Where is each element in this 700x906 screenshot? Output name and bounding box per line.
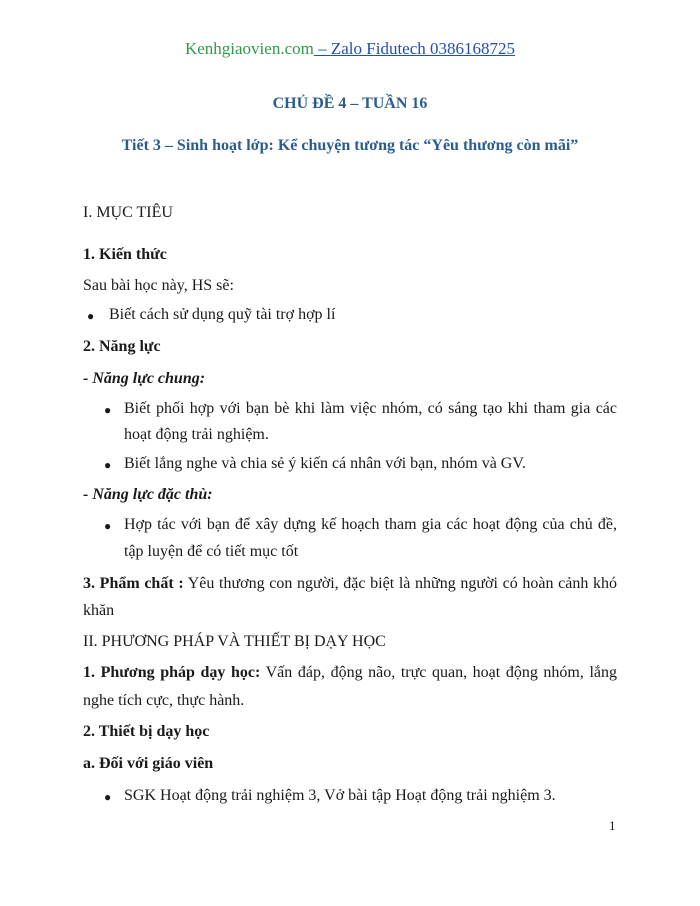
specific-bullet-1-line-1: Hợp tác với bạn để xây dựng kế hoạch tham gia các hoạt động của chủ đề, (124, 516, 617, 533)
general-bullet-1-line-2: hoạt động trải nghiệm. (124, 426, 269, 443)
quality-line-2: khăn (83, 602, 115, 619)
method-line-2: nghe tích cực, thực hành. (83, 692, 245, 709)
method-line-1 (83, 664, 617, 682)
teacher-equipment-heading: a. Đối với giáo viên (83, 755, 214, 772)
specific-bullet-1-line-2: tập luyện để có tiết mục tốt (124, 543, 299, 560)
quality-text: Yêu thương con người, đặc biệt là những người có hoàn cảnh khó (183, 575, 618, 592)
page-number: 1 (609, 818, 616, 833)
bullet-icon: ● (104, 458, 112, 472)
knowledge-intro: Sau bài học này, HS sẽ: (83, 277, 234, 294)
specific-competence-label: - Năng lực đặc thù: (83, 486, 213, 503)
knowledge-bullet-1: Biết cách sử dụng quỹ tài trợ hợp lí (109, 306, 336, 323)
method-text: Vấn đáp, động não, trực quan, hoạt động nhóm, lắng (260, 664, 618, 681)
general-bullet-2: Biết lắng nghe và chia sẻ ý kiến cá nhân với bạn, nhóm và GV. (124, 455, 526, 472)
general-competence-label: - Năng lực chung: (83, 370, 206, 387)
topic-title: CHỦ ĐỀ 4 – TUẦN 16 (272, 95, 428, 112)
header-separator: – (313, 39, 331, 58)
section-objectives-heading: I. MỤC TIÊU (83, 204, 173, 221)
header-site[interactable]: Kenhgiaovien.com (184, 39, 314, 58)
equipment-heading: 2. Thiết bị dạy học (83, 723, 210, 740)
bullet-icon: ● (104, 790, 112, 804)
section-methods-heading: II. PHƯƠNG PHÁP VÀ THIẾT BỊ DẠY HỌC (83, 633, 386, 650)
bullet-icon: ● (104, 519, 112, 533)
lesson-title: Tiết 3 – Sinh hoạt lớp: Kể chuyện tương tác “Yêu thương còn mãi” (121, 137, 579, 154)
bullet-icon: ● (104, 403, 112, 417)
bullet-icon: ● (87, 309, 95, 323)
method-label: 1. Phương pháp dạy học: (83, 664, 261, 681)
general-bullet-1-line-1: Biết phối hợp với bạn bè khi làm việc nhóm, có sáng tạo khi tham gia các (124, 400, 617, 417)
header-contact-link[interactable]: Zalo Fidutech 0386168725 (330, 39, 516, 58)
quality-label: 3. Phẩm chất : (83, 575, 184, 592)
teacher-bullet-1: SGK Hoạt động trải nghiệm 3, Vở bài tập Hoạt động trải nghiệm 3. (124, 787, 556, 804)
knowledge-heading: 1. Kiến thức (83, 246, 167, 263)
quality-line-1 (83, 575, 617, 593)
competence-heading: 2. Năng lực (83, 338, 161, 355)
page-header (0, 39, 700, 59)
